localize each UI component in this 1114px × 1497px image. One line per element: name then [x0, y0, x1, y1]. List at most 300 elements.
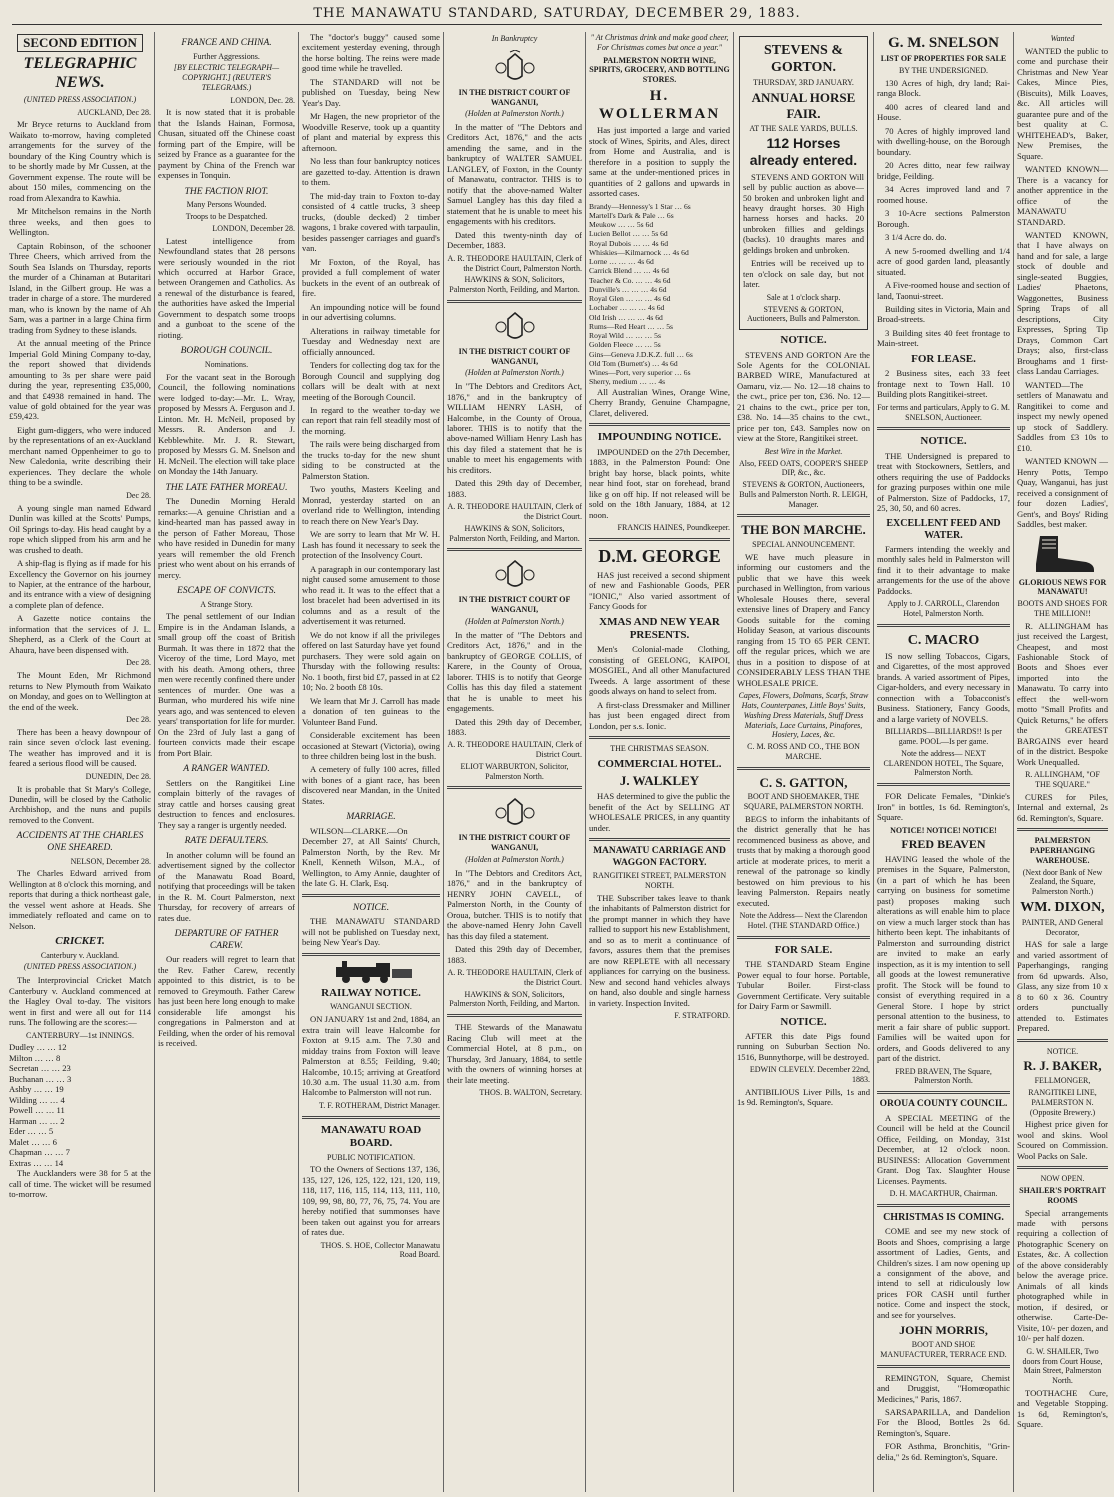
news-paragraph: We are sorry to learn that Mr W. H. Lash has found it necessary to seek the protection of the Insolvency Court.: [302, 529, 440, 561]
property-item: 3 10-Acre sections Palmerston Borough.: [877, 208, 1010, 229]
price-row: Teacher & Co. … … 4s 6d: [589, 275, 671, 285]
credit-line: (UNITED PRESS ASSOCIATION.): [23, 94, 137, 104]
column-6: [733, 32, 873, 1492]
court-heading: IN THE DISTRICT COURT OF WANGANUI,: [458, 833, 571, 853]
ad-body: 2 Business sites, each 33 feet frontage next to Town Hall. 10 Building plots Rangitikei-street.: [877, 368, 1010, 400]
section-subheading: WANGANUI SECTION.: [330, 1002, 412, 1012]
property-item: 20 Acres ditto, near few railway bridge, Feilding.: [877, 160, 1010, 181]
notice-body: THE MANAWATU STANDARD will not be published on Tuesday next, being New Year's Day.: [302, 916, 440, 948]
signature: A. R. THEODORE HAULTAIN, Clerk of the District Court.: [447, 502, 582, 522]
section-heading: In Bankruptcy: [491, 34, 538, 43]
ad-body: IS now selling Tobaccos, Cigars, and Cigarettes, of the most approved brands. A varied assortment of Pipes, Cigar-holders, and every necessary in connection with a Tobacconist's Business. Stationery, Fancy Goods, and a large variety of NOVELS.: [877, 650, 1010, 724]
divider: [737, 936, 870, 939]
news-paragraph: Tenders for collecting dog tax for the Borough Council and supplying dog collars will be dealt with at next meeting of the Borough Council.: [302, 360, 440, 402]
ad-heading: SHAILER'S PORTRAIT ROOMS: [1019, 1186, 1106, 1205]
ad-body: ANTIBILIOUS Liver Pills, 1s and 1s 9d. Remington's, Square.: [737, 1086, 870, 1108]
divider: [737, 514, 870, 517]
scores-list: [9, 1042, 151, 1168]
section-subheading: Nominations.: [204, 359, 249, 369]
ad-subheading: SPECIAL ANNOUNCEMENT.: [752, 540, 855, 550]
locomotive-icon: [326, 961, 416, 983]
column-1: [6, 32, 154, 1492]
ad-body: Men's Colonial-made Clothing, consisting of GEELONG, KAIPOI, MOSGIEL, And all other Manufactured Tweeds. A large assortment of these goods always on hand to select from.: [589, 644, 730, 697]
news-paragraph: Mr Mitchelson remains in the North three weeks, and then goes to Wellington.: [9, 206, 151, 238]
signature: THOS. S. HOE, Collector Manawatu Road Board.: [320, 1240, 440, 1260]
ad-body: R. ALLINGHAM has just received the Largest, Cheapest, and most Fashionable Stock of Boots and Shoes ever imported into the Manawatu. To carry into effect the well-worn motto "Small Profits and Quick Returns," he offers the GREATEST BARGAINS ever heard of in the district. Bespoke Work Unequalled.: [1017, 620, 1108, 767]
dateline: LONDON, December 28.: [212, 223, 295, 233]
column-3: [298, 32, 443, 1492]
price-row: Dunville's … … … 4s 6d: [589, 284, 667, 294]
news-paragraph: No less than four bankruptcy notices are gazetted to-day. Attention is drawn to them.: [302, 156, 440, 188]
section-heading: RATE DEFAULTERS.: [184, 836, 269, 847]
ad-heading: PALMERSTON PAPERHANGING WAREHOUSE.: [1029, 836, 1096, 865]
ad-name: R. J. BAKER,: [1023, 1058, 1102, 1074]
ad-subheading: PAINTER, AND General Decorator,: [1021, 917, 1104, 937]
ad-heading: NOTICE! NOTICE! NOTICE!: [890, 825, 997, 835]
news-paragraph: For the vacant seat in the Borough Council, the following nominations were lodged to-day:—Mr. L. Wray, proposed by Messrs A. Ferguson and J. Linton. Mr. H. McNeil, proposed by Messrs. R. Anderson and J. Kebblewhite. Mr. J. R. Stewart, proposed by Messrs G. M. Snelson and H. McNeil. The election will take place on Monday the 14th January.: [158, 371, 295, 477]
property-item: A Five-roomed house and section of land, Taonui-street.: [877, 280, 1010, 301]
divider: [1017, 828, 1108, 831]
section-subheading: A Strange Story.: [200, 599, 253, 609]
ad-name: STEVENS & GORTON.: [764, 43, 843, 76]
ad-heading: FOR SALE.: [774, 943, 833, 956]
section-heading: THE FACTION RIOT.: [184, 186, 269, 197]
signature: STEVENS & GORTON, Auctioneers, Bulls and Palmerston North. R. LEIGH, Manager.: [739, 480, 868, 509]
ad-body: Highest price given for wool and skins. Wool Scoured on Commission. Wool Packs on Sale.: [1017, 1119, 1108, 1161]
cricket-subheading: Canterbury v. Auckland.: [40, 950, 120, 960]
price-row: Meukow … … 5s 6d: [589, 220, 654, 230]
price-row: Royal Dubois … … 4s 6d: [589, 238, 669, 248]
score-row: Buchanan … … 3: [9, 1073, 72, 1084]
bankruptcy-body: In "The Debtors and Creditors Act, 1876," and in the bankruptcy of WILLIAM HENRY LASH, of Halcombe, in the County of Oroua, laborer. THIS is to notify that the above-named William Henry Lash has this day filed a statement that he is unable to meet his engagements with his creditors.: [447, 381, 582, 475]
ad-body: THE Subscriber takes leave to thank the inhabitants of Palmerston district for the prompt manner in which they have rallied to support his new Establishment, and so as to merit a continuance of favors, assures them that the premises are now REPLETE with all necessary appliances for carrying on the business. New and second hand vehicles always on hand, also double and single harness in variety. Inspection Invited.: [589, 892, 730, 1008]
court-subheading: (Holden at Palmerston North.): [465, 854, 564, 864]
news-paragraph: A Gazette notice contains the information that the services of J. L. Shepherd, as a Clerk of the Court at Ahaura, have been dispensed with.: [9, 613, 151, 655]
ad-subheading: Also, FEED OATS, COOPER'S SHEEP DIP, &c., &c.: [738, 458, 869, 478]
dateline: DUNEDIN, Dec 28.: [85, 771, 151, 781]
news-paragraph: A ship-flag is flying as if made for his Excellency the Governor on his journey to Napier, at the entrance of the harbour, and its entrance with a view of designing a complete plan of defence.: [9, 558, 151, 610]
news-paragraph: At the annual meeting of the Prince Imperial Gold Mining Company to-day, the report showed that dividends amounting to 3s per share were paid during the year, representing £35,000, and that £4938 remained in hand. The value of gold obtained for the year was £59,423.: [9, 338, 151, 422]
ad-heading: LIST OF PROPERTIES FOR SALE: [880, 54, 1007, 64]
property-item: 3 1/4 Acre do. do.: [885, 232, 947, 243]
news-paragraph: It is probable that St Mary's College, Dunedin, will be closed by the Catholic Archbishop, and the nuns and pupils removed to the Convent.: [9, 783, 151, 825]
ad-motto: " At Christmas drink and make good cheer, For Christmas comes but once a year.": [590, 33, 729, 52]
ad-body: Special arrangements made with persons requiring a collection of Photographic Scenery on Estates, &c. A collection of the above considerably below the average price. Animals of all kinds photographed while in motion, if desired, or otherwise. Carte-De-Visite, 10/- per dozen, and 10/- per half dozen.: [1017, 1207, 1108, 1344]
bankruptcy-date: Dated this 29th day of December, 1883.: [447, 944, 582, 965]
ad-subheading: BILLIARDS—BILLIARDS!! Is per game. POOL—Is per game.: [885, 727, 1002, 747]
ad-subheading: RANGITIKEI LINE, PALMERSTON N. (Opposite Brewery.): [1028, 1088, 1097, 1117]
ad-body: A SPECIAL MEETING of the Council will be held at the Council Office, Feilding, on Monday, 31st December, at 12 o'clock noon. BUSINESS: Allocation Government Grant. Dog Tax. Slaughter House Licenses. Payments.: [877, 1112, 1010, 1186]
section-heading: RAILWAY NOTICE.: [321, 986, 421, 999]
price-row: Old Tom (Burnett's) … 4s 6d: [589, 358, 678, 368]
property-item: 3 Building sites 40 feet frontage to Main-street.: [877, 327, 1010, 349]
news-paragraph: The STANDARD will not be published on Tuesday, being New Year's Day.: [302, 76, 440, 108]
section-heading: Wanted: [1050, 34, 1075, 43]
horse-fair-ad: [739, 36, 868, 330]
masthead: [0, 0, 1114, 26]
divider: [589, 538, 730, 541]
ad-heading: NOTICE.: [920, 435, 967, 448]
divider: [1017, 1166, 1108, 1169]
ad-subheading: Best Wire in the Market.: [764, 446, 843, 456]
court-heading: IN THE DISTRICT COURT OF WANGANUI,: [458, 346, 571, 366]
dateline: Dec 28.: [126, 715, 151, 725]
score-row: Harman … … 2: [9, 1115, 65, 1126]
wanted-ad: WANTED KNOWN, that I have always on hand and for sale, a large stock of double and single-seated Buggies, Ladies' Phaetons, Waggonettes, Business Spring Traps of all descriptions, City Expresses, Spring Tip Drays, Common Cart Drays; also, first-class Broughams and 1 first-class Landau Carriages.: [1017, 229, 1108, 377]
dateline: Dec 28.: [126, 490, 151, 500]
divider: [877, 783, 1010, 786]
notice-body: TO the Owners of Sections 137, 136, 135, 127, 126, 125, 122, 121, 120, 119, 118, 117, 116, 115, 114, 113, 111, 110, 109, 99, 98, 80, 77, 76, 75, 74. You are hereby notified that summonses have been taken out against you for arrears of rates due.: [302, 1164, 440, 1238]
section-subheading: Troops to be Despatched.: [185, 212, 268, 222]
news-paragraph: It is now stated that it is probable that the Islands Hainan, Formosa, Chusan, situated off the Chinese coast forming part of the Empire, will be seized by France as a guarantee for the payment by China of the French war expenses in Tonquin.: [158, 107, 295, 181]
divider: [589, 838, 730, 841]
telegraphic-heading: TELEGRAPHIC NEWS.: [23, 54, 137, 92]
ad-body: STEVENS AND GORTON Are the Sole Agents for the COLONIAL BARBED WIRE, Manufactured at Oamaru, viz.— No. 12—18 chains to the cwt., price per ton, £36. No. 12—21 chains to the cwt., price per ton, £38. No. 14—35 chains to the cwt., price per ton, £43. Samples now on view at the Store, Rangitikei street.: [737, 349, 870, 444]
section-subheading: Many Persons Wounded.: [186, 200, 267, 210]
ad-body: FOR Delicate Females, "Dinkie's Iron" in bottles, 1s 6d. Remington's, Square.: [877, 791, 1010, 823]
ad-subheading: BOOT AND SHOE MANUFACTURER, TERRACE END.: [880, 1340, 1007, 1359]
ad-heading: NOW OPEN.: [1040, 1174, 1085, 1184]
scores-heading: CANTERBURY—1st INNINGS.: [25, 1030, 134, 1040]
wanted-ad: WANTED KNOWN — Henry Potts, Tempo Quay, Wanganui, has just received a consignment of four dozen Ladies', Gent's, and Boys' Riding Saddles, best maker.: [1017, 456, 1108, 530]
ad-subheading: (Next door Bank of New Zealand, the Square, Palmerston North.): [1022, 867, 1103, 897]
ad-subheading: Note the address— NEXT CLARENDON HOTEL, The Square, Palmerston North.: [883, 748, 1004, 778]
property-item: 70 Acres of highly improved land with dwelling-house, on the Borough boundary.: [877, 125, 1010, 157]
signature: A. R. THEODORE HAULTAIN, Clerk of the District Court, Palmerston North.: [447, 253, 582, 273]
ad-body: A first-class Dressmaker and Milliner has just been engaged direct from London, per s.s. Ionic.: [589, 699, 730, 731]
ad-body: COME and see my new stock of Boots and Shoes, comprising a large assortment of Ladies, Gents, and Children's sizes. I am now opening up a consignment of the above, and intend to sell at ridiculously low prices FOR CASH until further notice. Come and inspect the stock, and see for yourselves.: [877, 1226, 1010, 1320]
section-heading: A RANGER WANTED.: [183, 764, 270, 775]
news-paragraph: In regard to the weather to-day we can report that rain fell steadily most of the morning.: [302, 404, 440, 436]
ad-body: AFTER this date Pigs found running on Suburban Section No. 1516, Bunnythorpe, will be destroyed.: [737, 1030, 870, 1062]
ad-heading: IMPOUNDING NOTICE.: [597, 431, 722, 444]
ad-name: JOHN MORRIS,: [899, 1323, 988, 1338]
edition-label: SECOND EDITION: [17, 34, 143, 52]
news-paragraph: Captain Robinson, of the schooner Three Cheers, which arrived from the South Sea Islands on Thursday, reports the murder of a Chinaman at Butaritari Island, in the Gilbert group. He was a trader in charge of a store. The murdered man, who is known by the name of Ah Sam, was a partner in a large China firm trading from Sydney to these islands.: [9, 240, 151, 335]
ad-heading: EXCELLENT FEED AND WATER.: [886, 517, 1001, 541]
divider: [302, 894, 440, 897]
score-row: Ashby … … 19: [9, 1084, 64, 1095]
property-list: [877, 78, 1010, 349]
news-paragraph: In another column will be found an advertisement signed by the collector of the Manawatu Road Board, notifying that proceedings will be taken in the R. M. Court Palmerston, next Thursday, for recovery of arrears of rates due.: [158, 849, 295, 923]
ad-heading: FOR LEASE.: [911, 352, 976, 365]
price-row: Lochaber … … … 4s 6d: [589, 303, 665, 313]
ad-heading: OROUA COUNTY COUNCIL.: [879, 1099, 1008, 1110]
property-item: A new 5-roomed dwelling and 1/4 acre of good garden land, pleasantly situated.: [877, 245, 1010, 277]
bankruptcy-body: In "The Debtors and Creditors Act, 1876," and in the bankruptcy of HENRY JOHN CAVELL, of Palmerston North, in the County of Oroua, butcher. THIS is to notify that the above-named Henry John Cavell has this day filed a statement.: [447, 867, 582, 941]
wanted-ad: WANTED KNOWN—There is a vacancy for another apprentice in the office of the MANAWATU STANDARD.: [1017, 164, 1108, 227]
ad-body: THE Undersigned is prepared to treat with Stockowners, Settlers, and others requiring the use of Paddocks for grazing purposes within one mile of Palmerston. Size of Paddocks, 17, 25, 30, 50, and 60 acres.: [877, 450, 1010, 514]
bankruptcy-date: Dated this 29th day of December, 1883.: [447, 478, 582, 499]
signature: F. STRATFORD.: [674, 1011, 730, 1021]
property-item: 400 acres of cleared land and House.: [877, 101, 1010, 123]
price-row: Lucien Bellot … … 5s 6d: [589, 229, 668, 239]
price-row: Martell's Dark & Pale … 6s: [589, 210, 674, 220]
news-paragraph: We learn that Mr J. Carroll has made a donation of ten guineas to the Volunteer Band Fund.: [302, 695, 440, 727]
divider: [877, 1091, 1010, 1094]
court-heading: IN THE DISTRICT COURT OF WANGANUI,: [458, 87, 571, 107]
divider: [877, 427, 1010, 430]
news-paragraph: The mid-day train to Foxton to-day consisted of 4 cattle trucks, 3 sheep trucks, (double decked) 2 timber wagons, 1 brake covered with tarpaulin, besides passenger carriages and guard's van.: [302, 190, 440, 254]
cricket-heading: CRICKET.: [55, 935, 105, 948]
ad-body: REMINGTON, Square, Chemist and Druggist, "Homœopathic Medicines," Paris, 1867.: [877, 1372, 1010, 1404]
ad-heading: PALMERSTON NORTH WINE, SPIRITS, GROCERY, AND BOTTLING STORES.: [589, 55, 730, 84]
news-paragraph: Our readers will regret to learn that the Rev. Father Carew, recently appointed to this district, is to be removed to Greymouth. Father Carew has just been here long enough to make considerable life amongst his congregations in Palmerston and at Feilding, when the order of his removal is received.: [158, 954, 295, 1049]
section-heading: THE LATE FATHER MOREAU.: [165, 482, 288, 493]
score-row: Secretan … … 23: [9, 1063, 71, 1074]
price-row: Whiskies—Kilmarnock … 4s 6d: [589, 247, 689, 257]
divider: [447, 548, 582, 551]
divider: [737, 767, 870, 770]
price-row: Golden Fleece … … 5s: [589, 340, 661, 350]
ad-subheading: BOOTS AND SHOES FOR THE MILLION!!: [1017, 599, 1108, 618]
notice-body: THE Stewards of the Manawatu Racing Club will meet at the Commercial Hotel, at 8 p.m., on Thursday, 3rd January, 1884, to settle with the owners of winning horses at their late meeting.: [447, 1022, 582, 1085]
ad-subheading: RANGITIKEI STREET, PALMERSTON NORTH.: [592, 871, 727, 891]
score-row: Extras … … 14: [9, 1157, 64, 1168]
divider: [1017, 1039, 1108, 1042]
column-5: [585, 32, 733, 1492]
property-item: 130 Acres of high, dry land; Rai-ranga Block.: [877, 77, 1010, 99]
ad-heading: THE CHRISTMAS SEASON.: [610, 744, 709, 754]
signature: R. ALLINGHAM, "OF THE SQUARE.": [1025, 770, 1100, 790]
price-row: Sherry, medium … … 4s: [589, 377, 666, 387]
news-paragraph: Mr Foxton, of the Royal, has provided a full complement of water buckets in the event of an outbreak of fire.: [302, 256, 440, 299]
news-paragraph: The Interprovincial Cricket Match Canterbury v. Auckland commenced at the Hagley Oval to-day. The visitors went in first and were all out for 114 runs. The following are the scores:—: [9, 975, 151, 1028]
property-item: Building sites in Victoria, Main and Broad-streets.: [877, 304, 1010, 325]
masthead-title: THE MANAWATU STANDARD, SATURDAY, DECEMBER 29, 1883.: [313, 6, 801, 21]
ad-heading: GLORIOUS NEWS FOR MANAWATU!: [1018, 577, 1107, 597]
dateline: LONDON, Dec. 28.: [230, 95, 295, 105]
section-heading: DEPARTURE OF FATHER CAREW.: [174, 929, 279, 951]
ad-subheading: BY THE UNDERSIGNED.: [898, 66, 989, 76]
ad-body: BEGS to inform the inhabitants of the district generally that he has recommenced business as above, and trusts that by making a thorough good article at moderate prices, to merit a renewal of the patronage so kindly bestowed on him previous to his leaving Palmerston. Repairs neatly executed.: [737, 813, 870, 908]
notice-body: ON JANUARY 1st and 2nd, 1884, an extra train will leave Halcombe for Foxton at 9.15 a.m. The 7.30 and midday trains from Foxton will leave Palmerston at 8.55; Feilding, 9.40; Halcombe, 10.15; arriving at Greatford 10.30 a.m. The usual 11.30 a.m. from Halcombe to Palmerston will not run.: [302, 1014, 440, 1098]
signature: EDWIN CLEVELY. December 22nd, 1883.: [749, 1065, 870, 1085]
signature: T. F. ROTHERAM, District Manager.: [319, 1100, 440, 1110]
solicitor: HAWKINS & SON, Solicitors, Palmerston North, Feilding, and Marton.: [449, 989, 580, 1009]
ad-heading: XMAS AND NEW YEAR PRESENTS.: [599, 615, 720, 642]
news-paragraph: Latest intelligence from Newfoundland states that 28 persons were seriously wounded in the riot which occurred at Harbor Grace, between Orangemen and Catholics. As a renewal of the disturbance is feared, the authorities have asked the Imperial Government to despatch some troops and a gunboat to the scene of the rioting.: [158, 235, 295, 340]
bankruptcy-date: Dated this 29th day of December, 1883.: [447, 716, 582, 737]
dateline: NELSON, December 28.: [70, 856, 151, 866]
marriage-notice: WILSON—CLARKE.—On December 27, at All Saints' Church, Palmerston North, by the Rev. Mr Knell, Kenneth Wilson, M.A., of Wellington, to Amy Annie, daughter of the late G. H. Clark, Esq.: [302, 826, 440, 889]
ad-subheading: THURSDAY, 3RD JANUARY.: [753, 78, 854, 88]
ad-body: THE STANDARD Steam Engine Power equal to four horse. Portable, Tubular Boiler. First-class Government Certificate. Very suitable for Dairy Farm or Sawmill.: [737, 959, 870, 1012]
ad-body: All Australian Wines, Orange Wine, Cherry Brandy, Genuine Champagne, Claret, delivered.: [589, 386, 730, 418]
score-row: Milton … … 8: [9, 1052, 61, 1063]
signature: THOS. B. WALTON, Secretary.: [479, 1088, 582, 1097]
section-subheading: Further Aggressions.: [193, 51, 260, 61]
news-paragraph: A young single man named Edward Dunlin was killed at the Scotts' Pumps, Oil Springs to-day. His head caught by a rope which slipped from his arm and he was crushed to death.: [9, 502, 151, 555]
ad-heading: CHRISTMAS IS COMING.: [883, 1211, 1004, 1223]
ad-body: TOOTHACHE Cure, and Vegetable Stopping. 1s 6d, Remington's, Square.: [1017, 1387, 1108, 1430]
ad-body: HAS just received a second shipment of new and Fashionable Goods, PER "IONIC," Also varied assortment of Fancy Goods for: [589, 569, 730, 612]
section-heading: MANAWATU ROAD BOARD.: [320, 1123, 422, 1150]
news-paragraph: The Mount Eden, Mr Richmond returns to New Plymouth from Waikato on Monday, and goes on to Wellington at the end of the week.: [9, 670, 151, 712]
ad-body: Has just imported a large and varied stock of Wines, Spirits, and Ales, direct from Home and Australia, and is therefore in a position to supply the same at the under-mentioned prices in quantities of 2 gallons and upwards in assorted cases.: [589, 125, 730, 199]
ad-body: Farmers intending the weekly and monthly sales held in Palmerston will find it to their advantage to make arrangements for the use of the above Paddocks.: [877, 543, 1010, 596]
ad-subheading: FELLMONGER,: [1034, 1076, 1091, 1086]
dateline: Dec 28.: [126, 658, 151, 668]
ad-body: HAS for sale a large and varied assortment of Paperhangings, ranging from 6d upwards. Also, Glass, any size from 10 x 8 to 60 x 36. Country orders punctually attended to. Estimates Prepared.: [1017, 939, 1108, 1034]
price-row: Carrick Blend … … 4s 6d: [589, 266, 669, 276]
score-row: Malet … … 6: [9, 1136, 57, 1147]
news-paragraph: We do not know if all the privileges offered on last Saturday have yet found purchasers. They were sold again on Thursday with the following results: No. 1 booth, first bid £7, passed in at £2 10; No. 2 booth £8 10s.: [302, 629, 440, 693]
masthead-rule: [12, 24, 1102, 25]
dateline: AUCKLAND, Dec 28.: [77, 107, 151, 117]
ad-name: C. MACRO: [907, 632, 980, 648]
ad-body: WE have much pleasure in informing our customers and the public that we have this week purchased in Wellington, from various Wholesale Houses there, several extensive lines of Drapery and Fancy Goods suitable for the coming Holiday Season, at various discounts ranging from 15 TO 65 PER CENT. off the regular prices, which we are thus in a position to dispose of at CONSIDERABLY LESS THAN THE WHOLESALE PRICE.: [737, 551, 870, 688]
solicitor: HAWKINS & SON, Solicitors, Palmerston North, Feilding, and Marton.: [449, 523, 580, 543]
court-heading: IN THE DISTRICT COURT OF WANGANUI,: [458, 595, 571, 615]
credit-line: (UNITED PRESS ASSOCIATION.): [23, 962, 137, 972]
ad-heading: NOTICE.: [780, 1015, 827, 1028]
price-row: Gins—Geneva J.D.K.Z. full … 6s: [589, 349, 693, 359]
ad-name: J. WALKLEY: [619, 773, 700, 789]
signature: For terms and particulars, Apply to G. M. SNELSON, Auctioneer.: [877, 402, 1010, 422]
ad-name: H. WOLLERMAN: [598, 87, 721, 123]
price-row: Royal Wild … … … 5s: [589, 331, 661, 341]
section-heading: NOTICE.: [352, 902, 390, 913]
news-paragraph: Mr Bryce returns to Auckland from Waikato to-morrow, having completed arrangements for the survey of the boundary of the King Country which is to be shortly made by Mr Cussen, at the Government expense. The route will be about 150 miles, commencing on the road from Alexandra to Kawhia.: [9, 119, 151, 203]
court-subheading: (Holden at Palmerston North.): [465, 616, 564, 626]
news-paragraph: A paragraph in our contemporary last night caused some amusement to those who read it. It was to the effect that a lost bracelet had been advertised in its columns and as a result of the advertisement it was returned.: [302, 563, 440, 627]
score-row: Dudley … … 12: [9, 1042, 67, 1053]
ad-body: CURES for Piles, Internal and external, 2s 6d. Remington's, Square.: [1017, 791, 1108, 823]
court-subheading: (Holden at Palmerston North.): [465, 109, 564, 119]
boot-icon: [1028, 534, 1098, 574]
news-paragraph: A cemetery of fully 100 acres, filled with bones of a giant race, has been discovered near Mandan, in the United States.: [302, 764, 440, 806]
divider: [447, 1014, 582, 1017]
wanted-ad: WANTED—The settlers of Manawatu and Rangitikei to come and inspect my newly opened up stock of Saddlery. Saddles from £3 10s to £10.: [1017, 379, 1108, 453]
ad-list: Capes, Flowers, Dolmans, Scarfs, Straw Hats, Counterpanes, Little Boys' Suits, Washing Dress Materials, Stuff Dress Materials, Lace Curtains, Pinafores, Hosiery, Laces, &c.: [738, 691, 869, 740]
royal-crest-icon: [492, 557, 538, 593]
news-paragraph: Settlers on the Rangitikei Line complain bitterly of the ravages of stray cattle and horses causing great destruction to fences and enclosures. They say a ranger is urgently needed.: [158, 777, 295, 830]
ad-subheading: AT THE SALE YARDS, BULLS.: [749, 123, 858, 133]
divider: [302, 953, 440, 956]
divider: [447, 300, 582, 303]
ad-name: C. S. GATTON,: [759, 774, 848, 790]
solicitor: ELIOT WARBURTON, Solicitor, Palmerston North.: [460, 761, 569, 781]
court-subheading: (Holden at Palmerston North.): [465, 368, 564, 378]
news-paragraph: Eight gum-diggers, who were induced by the representations of an ex-Auckland merchant named Oppenheimer to go to New Caledonia, write describing their experiences. They declare the whole thing to be a swindle.: [9, 424, 151, 488]
news-paragraph: The Charles Edward arrived from Wellington at 8 o'clock this morning, and reports that during a thick northeast gale, the vessel went ashore at Heads. She immediately refloated and came on to Nelson.: [9, 868, 151, 931]
bankruptcy-body: In the matter of "The Debtors and Creditors Act, 1876," and the acts amending the same, and in the bankruptcy of WALTER SAMUEL LANGLEY, of Foxton, in the County of Manawatu, contractor. THIS is to notify that the above-named Walter Samuel Langley has this day filed a statement that he is unable to meet his engagements with his creditors.: [447, 122, 582, 227]
ad-body: Entries will be received up to ten o'clock on sale day, but not later.: [743, 258, 864, 290]
section-heading: ACCIDENTS AT THE CHARLES ONE SHEARED.: [16, 831, 144, 854]
royal-crest-icon: [492, 309, 538, 345]
score-row: Eder … … 5: [9, 1126, 54, 1137]
ad-name: G. M. SNELSON: [888, 35, 999, 51]
property-item: 34 Acres improved land and 7 roomed house.: [877, 184, 1010, 205]
ad-body: HAS determined to give the public the benefit of the Act by SELLING AT WHOLESALE PRICES, in any quantity under.: [589, 791, 730, 833]
bankruptcy-body: In the matter of "The Debtors and Creditors Act, 1876," and in the bankruptcy of GEORGE COLLIS, of Karere, in the County of Oroua, laborer. THIS is to notify that George Collis has this day filed a statement that he is unable to meet his engagements.: [447, 629, 582, 714]
credit-line: [BY ELECTRIC TELEGRAPH—COPYRIGHT.] (REUTER'S TELEGRAMS.): [173, 63, 280, 92]
divider: [877, 1204, 1010, 1207]
ad-heading: ANNUAL HORSE FAIR.: [751, 89, 856, 121]
ad-heading: 112 Horses already entered.: [749, 135, 858, 169]
signature: FRANCIS HAINES, Poundkeeper.: [617, 522, 730, 532]
ad-name: FRED BEAVEN: [901, 837, 986, 852]
section-heading: MARRIAGE.: [346, 812, 396, 823]
news-paragraph: The Aucklanders were 38 for 5 at the call of time. The wicket will be resumed to-morrow.: [9, 1168, 151, 1200]
price-row: Lorne … … … 4s 6d: [589, 257, 654, 267]
ad-body: Sale at 1 o'clock sharp.: [766, 292, 841, 302]
column-2: [154, 32, 298, 1492]
news-paragraph: The penal settlement of our Indian Empire is in the Andaman Islands, a small group off the coast of British Burmah. It was there in 1872 that the Viceroy of the time, Lord Mayo, met with his death. Among others, three men were recently confined there under sentences of murder. One was a Burman, who murdered his wife nine years ago, and was sentenced to eleven years' transportation for life for murder. On the 23rd of July last a gang of fourteen convicts made their escape from Port Blair.: [158, 611, 295, 758]
royal-crest-icon: [492, 795, 538, 831]
ad-name: THE BON MARCHE.: [741, 522, 866, 538]
news-paragraph: There has been a heavy downpour of rain since seven o'clock last evening. The weather has improved and it is feared a serious flood will be caused.: [9, 726, 151, 769]
signature: Apply to J. CARROLL, Clarendon Hotel, Palmerston North.: [887, 599, 1000, 619]
solicitor: HAWKINS & SON, Solicitors, Palmerston North, Feilding, and Marton.: [449, 275, 580, 295]
section-heading: ESCAPE OF CONVICTS.: [177, 586, 276, 597]
ad-name: WM. DIXON,: [1020, 899, 1105, 915]
news-paragraph: An impounding notice will be found in our advertising columns.: [302, 301, 440, 323]
divider: [877, 624, 1010, 627]
ad-subheading: Note the Address— Next the Clarendon Hotel. (THE STANDARD Office.): [739, 911, 868, 930]
divider: [877, 1365, 1010, 1368]
column-7: [873, 32, 1013, 1492]
bankruptcy-date: Dated this twenty-ninth day of December, 1883.: [447, 229, 582, 251]
signature: STEVENS & GORTON, Auctioneers, Bulls and Palmerston.: [746, 304, 861, 324]
ad-subheading: BOOT AND SHOEMAKER, THE SQUARE, PALMERSTON NORTH.: [743, 792, 864, 812]
price-row: Royal Glen … … … 4s 6d: [589, 294, 671, 304]
price-row: Wines—Port, very superior … 6s: [589, 368, 691, 378]
section-subheading: PUBLIC NOTIFICATION.: [327, 1152, 415, 1162]
column-8: [1013, 32, 1111, 1492]
news-paragraph: Two youths, Masters Keeling and Monrad, yesterday started on an overland ride to Wellington, intending to reach there on New Year's Day.: [302, 484, 440, 526]
divider: [589, 736, 730, 739]
signature: C. M. ROSS AND CO., THE BON MARCHE.: [747, 742, 860, 761]
signature: G. W. SHAILER, Two doors from Court House, Main Street, Palmerston North.: [1022, 1346, 1103, 1386]
signature: A. R. THEODORE HAULTAIN, Clerk of District Court.: [447, 740, 582, 760]
ad-body: IMPOUNDED on the 27th December, 1883, in the Palmerston Pound: One bright bay horse, black points, white near hind foot, star on forehead, brand like g on off hip. If not released will be sold on the 18th January, 1884, at 12 noon.: [589, 446, 730, 520]
score-row: Wilding … … 4: [9, 1094, 65, 1105]
ad-body: STEVENS AND GORTON Will sell by public auction as above— 50 broken and unbroken light and heavy draught horses. 30 High harness horses and hacks. 20 unbroken fillies and geldings (backs). 10 draughts mares and geldings broken and unbroken.: [743, 171, 864, 255]
wanted-ad: WANTED the public to come and purchase their Christmas and New Year Cakes, Mince Pies, (Biscuits), Milk Loaves, &c. All articles will guarantee pure and of the best quality at C. WHITEHEAD's, Baker, New Premises, the Square.: [1017, 45, 1108, 161]
signature: D. H. MACARTHUR, Chairman.: [889, 1189, 998, 1199]
royal-crest-icon: [492, 50, 538, 86]
ad-body: SARSAPARILLA, and Dandelion For the Blood, Bottles 2s 6d. Remington's, Square.: [877, 1406, 1010, 1438]
signature: A. R. THEODORE HAULTAIN, Clerk of the District Court.: [447, 968, 582, 987]
ad-heading: NOTICE.: [780, 334, 827, 347]
divider: [447, 786, 582, 789]
news-paragraph: The Dunedin Morning Herald remarks:—A genuine Christian and a kind-hearted man has passed away in the person of Father Moreau, Those who have resided in Dunedin for many years will remember the old French priest who went about on his errands of mercy.: [158, 496, 295, 580]
ad-heading: MANAWATU CARRIAGE AND WAGGON FACTORY.: [593, 846, 726, 868]
news-paragraph: The rails were being discharged from the trucks to-day for the new shunt siding to be constructed at the Palmerston Station.: [302, 439, 440, 481]
ad-heading: NOTICE.: [1046, 1046, 1079, 1056]
ad-body: HAVING leased the whole of the premises in the Square, Palmerston, (in a part of which he has been carrying on business for sometime past) proposes making such alterations as will enable him to place on view a much larger stock than has hitherto been kept. The inhabitants of Palmerston and surrounding district are invited to make an early inspection, as it is my intention to sell all goods at the lowest remunerative profit. The Stock will be found to consist of everything required in a General Store. I hope by strict personal attention to the business, to merit a fair share of public support. Families will be waited upon for orders, and Goods delivered to any part of the district.: [877, 853, 1010, 1064]
news-paragraph: Considerable excitement has been occasioned at Stewart (Victoria), owing to three children being lost in the bush.: [302, 730, 440, 761]
ad-body: FOR Asthma, Bronchitis, "Grin-delia," 2s 6d. Remington's, Square.: [877, 1441, 1010, 1462]
signature: FRED BRAVEN, The Square, Palmerston North.: [895, 1066, 992, 1086]
news-paragraph: Mr Hagen, the new proprietor of the Woodville Reserve, took up a quantity of plant and material by express this afternoon.: [302, 111, 440, 153]
score-row: Chapman … … 7: [9, 1147, 70, 1158]
divider: [302, 1116, 440, 1119]
ad-name: D.M. GEORGE: [598, 545, 721, 566]
section-heading: BOROUGH COUNCIL.: [180, 346, 273, 357]
news-paragraph: The "doctor's buggy" caused some excitement yesterday evening, through the horse bolting. The reins were made good time while he travelled.: [302, 32, 440, 74]
news-paragraph: Alterations in railway timetable for Tuesday and Wednesday next are officially announced.: [302, 325, 440, 357]
score-row: Powell … … 11: [9, 1105, 65, 1116]
price-row: Rums—Red Heart … … 5s: [589, 321, 673, 331]
section-heading: FRANCE AND CHINA.: [181, 38, 272, 48]
price-list: [589, 202, 730, 387]
column-4: [443, 32, 585, 1492]
divider: [589, 423, 730, 426]
price-row: Brandy—Hennessy's 1 Star … 6s: [589, 201, 691, 211]
